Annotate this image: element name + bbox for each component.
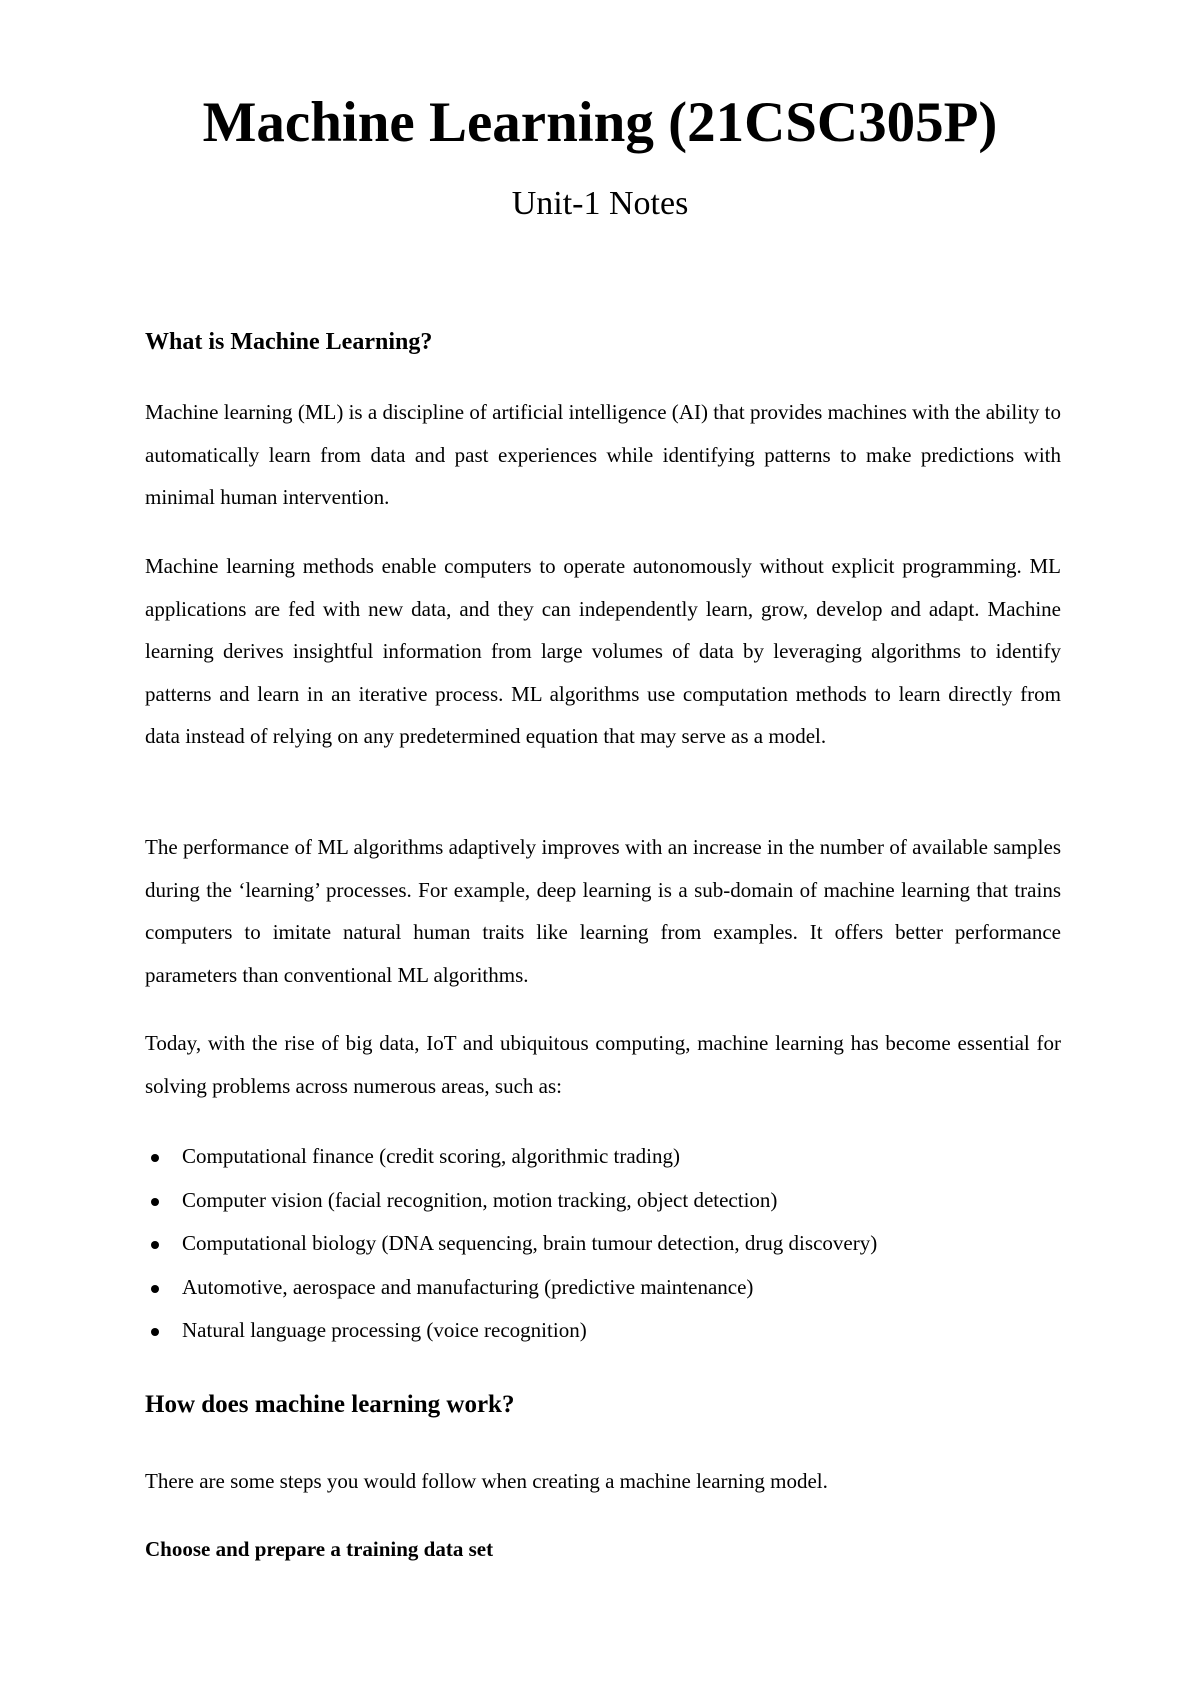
paragraph-ml-today: Today, with the rise of big data, IoT and ubiquitous computing, machine learning has become essential for solving problems across numerous areas, such as: <box>145 1031 1061 1098</box>
list-item <box>145 1266 1061 1310</box>
list-item <box>145 1222 1061 1266</box>
bullet-icon <box>151 1285 159 1293</box>
paragraph-steps-intro: There are some steps you would follow when creating a machine learning model. <box>145 1469 828 1493</box>
list-item <box>145 1135 1061 1179</box>
document-title: Machine Learning (21CSC305P) <box>202 91 998 154</box>
section-heading-what-is-ml: What is Machine Learning? <box>145 329 433 355</box>
subheading-training-data: Choose and prepare a training data set <box>145 1537 494 1561</box>
bullet-icon <box>151 1154 159 1162</box>
section-heading-how-ml-works: How does machine learning work? <box>145 1391 515 1418</box>
list-item-text: Automotive, aerospace and manufacturing (predictive maintenance) <box>182 1274 754 1299</box>
list-item-text: Computational finance (credit scoring, algorithmic trading) <box>182 1144 681 1168</box>
bullet-icon <box>151 1198 159 1206</box>
list-item <box>145 1179 1061 1223</box>
paragraph-ml-methods: Machine learning methods enable computers to operate autonomously without explicit programming. ML applications are fed with new data, and they can independently learn, grow, develop and adapt. Machine learning derives insightful information from large volumes of data by leveraging algorithms to identify patterns and learn in an iterative process. ML algorithms use computation methods to learn directly from data instead of relying on any predetermined equation that may serve as a model. <box>145 554 1061 748</box>
list-item-text: Computer vision (facial recognition, motion tracking, object detection) <box>182 1187 778 1212</box>
bullet-icon <box>151 1328 159 1336</box>
list-item-text: Computational biology (DNA sequencing, brain tumour detection, drug discovery) <box>182 1231 878 1255</box>
document-subtitle: Unit-1 Notes <box>511 185 689 222</box>
paragraph-ml-performance: The performance of ML algorithms adaptively improves with an increase in the number of available samples during the ‘learning’ processes. For example, deep learning is a sub-domain of machine learning that trains computers to imitate natural human traits like learning from examples. It offers better performance parameters than conventional ML algorithms. <box>145 835 1061 987</box>
list-item-text: Natural language processing (voice recognition) <box>182 1318 587 1342</box>
paragraph-ml-definition: Machine learning (ML) is a discipline of artificial intelligence (AI) that provides machines with the ability to automatically learn from data and past experiences while identifying patterns to make predictions with minimal human intervention. <box>145 400 1061 509</box>
application-areas-list <box>145 1135 1061 1353</box>
list-item <box>145 1309 1061 1353</box>
bullet-icon <box>151 1241 159 1249</box>
